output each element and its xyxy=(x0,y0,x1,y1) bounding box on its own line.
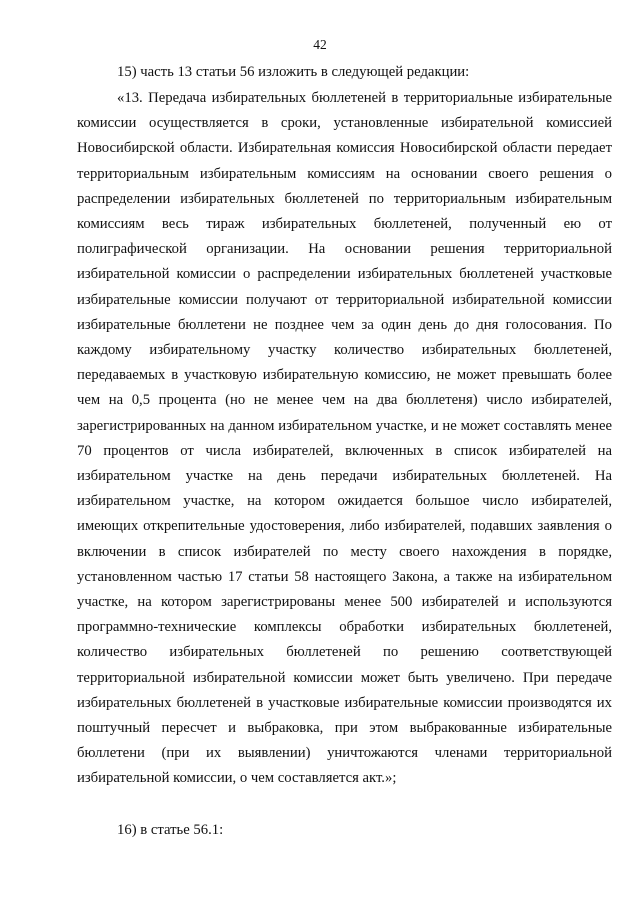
paragraph-part-13-text: «13. Передача избирательных бюллетеней в территориальные избирательные комиссии осуществляется в сроки, установленные избирательной комиссией Новосибирской области. Избирательная комиссия Новосибирской области передает территориальным избирательным комиссиям на основании своего решения о распределении избирательных бюллетеней по территориальным избирательным комиссиям весь тираж избирательных бюллетеней, полученный ею от полиграфической организации. На основании решения территориальной избирательной комиссии о распределении избирательных бюллетеней участковые избирательные комиссии получают от территориальной избирательной комиссии избирательные бюллетени не позднее чем за один день до дня голосования. По каждому избирательному участку количество избирательных бюллетеней, передаваемых в участковую избирательную комиссию, не может превышать более чем на 0,5 процента (но не менее чем на два бюллетеня) число избирателей, зарегистрированных на данном избирательном участке, и не может составлять менее 70 процентов от числа избирателей, включенных в список избирателей на избирательном участке на день передачи избирательных бюллетеней. На избирательном участке, на котором ожидается большое число избирателей, имеющих открепительные удостоверения, либо избирателей, подавших заявления о включении в список избирателей по месту своего нахождения в порядке, установленном частью 17 статьи 58 настоящего Закона, а также на избирательном участке, на котором зарегистрированы менее 500 избирателей и используются программно-технические комплексы обработки избирательных бюллетеней, количество избирательных бюллетеней по решению соответствующей территориальной избирательной комиссии может быть увеличено. При передаче избирательных бюллетеней в участковые избирательные комиссии производятся их поштучный пересчет и выбраковка, при этом выбракованные избирательные бюллетени (при их выявлении) уничтожаются членами территориальной избирательной комиссии, о чем составляется акт.»; xyxy=(77,90,612,787)
paragraph-item-16: 16) в статье 56.1: xyxy=(117,822,224,838)
paragraph-item-15: 15) часть 13 статьи 56 изложить в следующей редакции: xyxy=(117,64,470,80)
page-number: 42 xyxy=(313,37,327,52)
